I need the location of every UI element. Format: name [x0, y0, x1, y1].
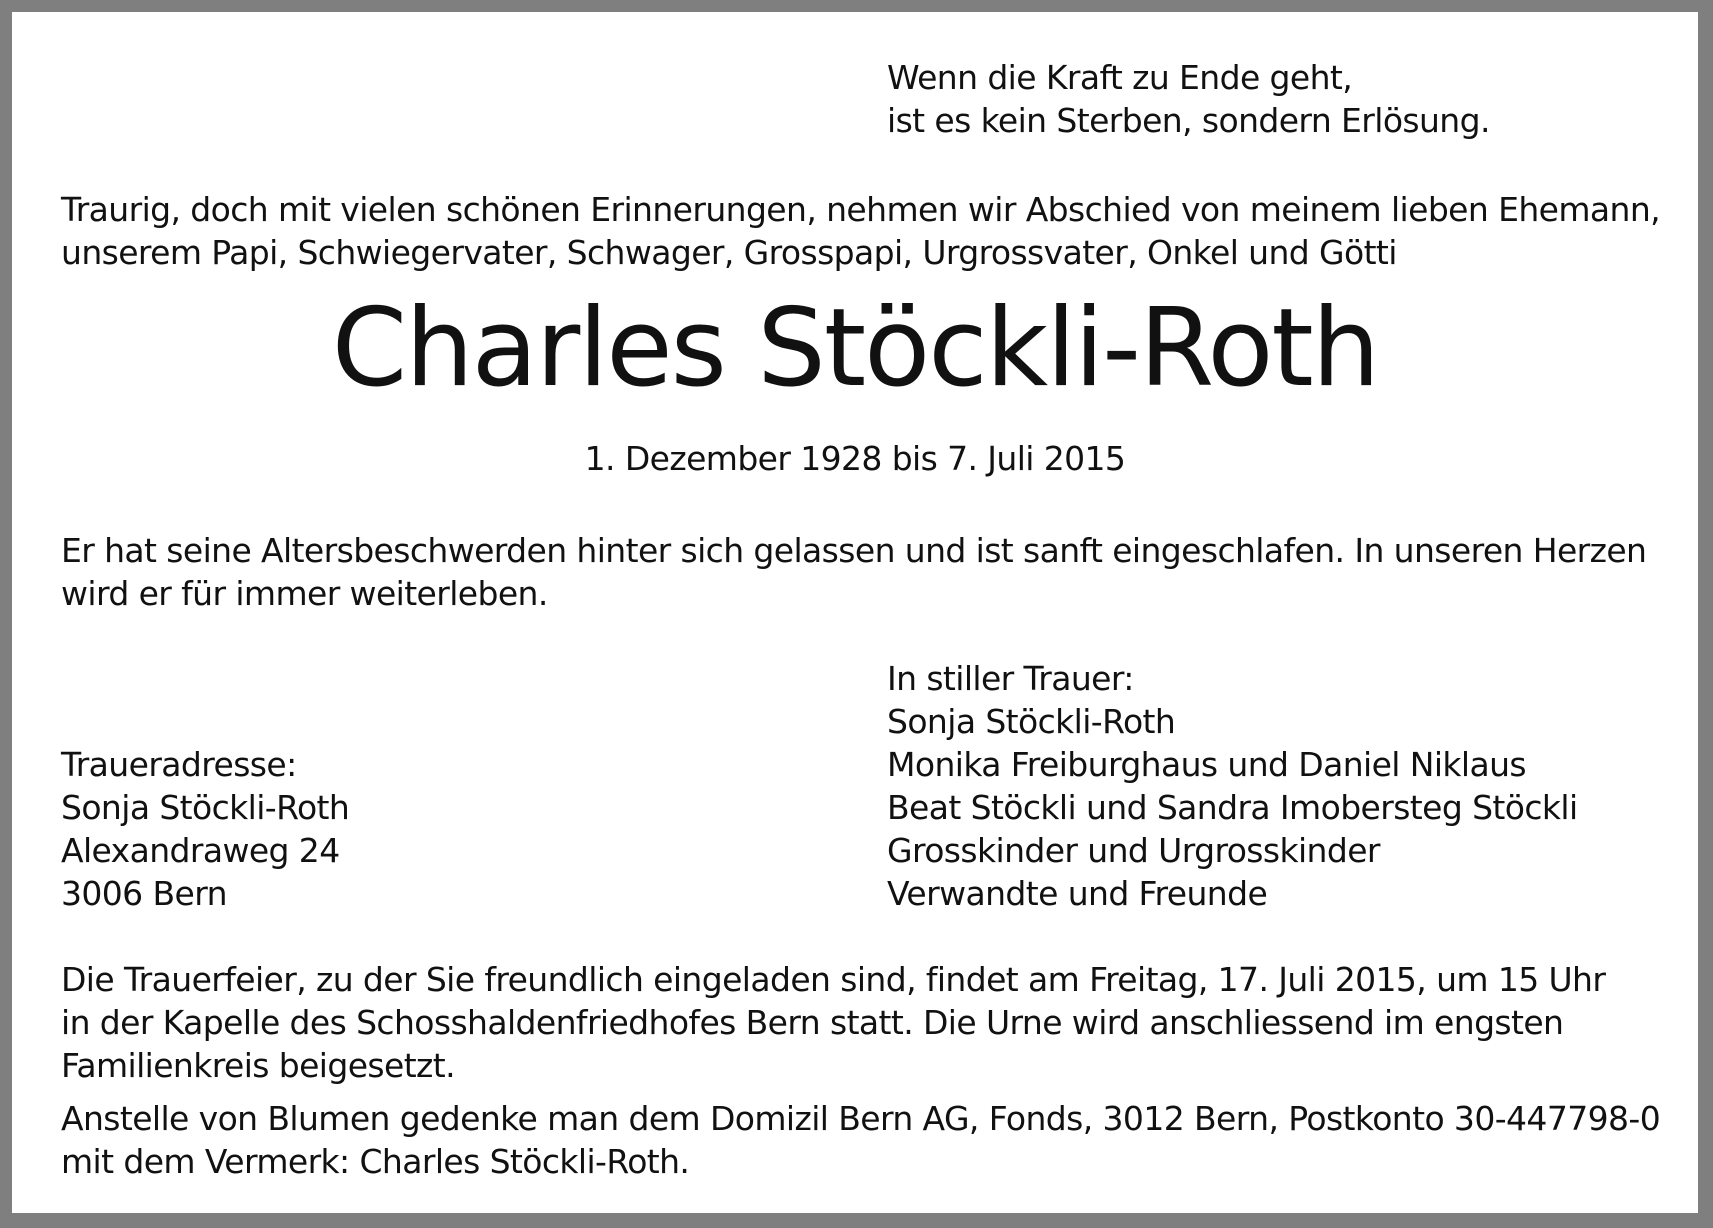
remembrance-line-1: Er hat seine Altersbeschwerden hinter sich gelassen und ist sanft eingeschlafen. In unseren Herzen — [61, 531, 1647, 570]
address-street: Alexandraweg 24 — [61, 831, 340, 870]
mourner-name: Beat Stöckli und Sandra Imobersteg Stöckli — [887, 788, 1578, 827]
ceremony-line-2: in der Kapelle des Schosshaldenfriedhofes Bern statt. Die Urne wird anschliessend im engsten — [61, 1003, 1564, 1042]
mourner-name: Grosskinder und Urgrosskinder — [887, 831, 1380, 870]
donation-line-2: mit dem Vermerk: Charles Stöckli-Roth. — [61, 1142, 690, 1181]
intro-line-1: Traurig, doch mit vielen schönen Erinnerungen, nehmen wir Abschied von meinem lieben Ehemann, — [61, 190, 1661, 229]
deceased-name: Charles Stöckli-Roth — [331, 286, 1379, 411]
intro-line-2: unserem Papi, Schwiegervater, Schwager, Grosspapi, Urgrossvater, Onkel und Götti — [61, 233, 1397, 272]
address-heading: Traueradresse: — [61, 745, 297, 784]
remembrance-paragraph — [61, 529, 1646, 615]
ceremony-paragraph — [61, 958, 1649, 1087]
mourners-heading: In stiller Trauer: — [887, 659, 1134, 698]
donation-paragraph — [61, 1097, 1660, 1183]
address-city: 3006 Bern — [61, 874, 227, 913]
obituary-card — [12, 12, 1698, 1213]
remembrance-line-2: wird er für immer weiterleben. — [61, 574, 548, 613]
mourning-address — [61, 743, 349, 915]
mourner-name: Verwandte und Freunde — [887, 874, 1268, 913]
ceremony-line-3: Familienkreis beigesetzt. — [61, 1046, 456, 1085]
address-name: Sonja Stöckli-Roth — [61, 788, 350, 827]
motto-line-1: Wenn die Kraft zu Ende geht, — [887, 58, 1353, 97]
mourner-name: Sonja Stöckli-Roth — [887, 702, 1176, 741]
motto-line-2: ist es kein Sterben, sondern Erlösung. — [887, 101, 1490, 140]
motto-quote — [887, 56, 1490, 142]
life-dates: 1. Dezember 1928 bis 7. Juli 2015 — [584, 439, 1126, 478]
intro-paragraph — [61, 188, 1660, 274]
mourners-list — [887, 657, 1578, 915]
donation-line-1: Anstelle von Blumen gedenke man dem Domizil Bern AG, Fonds, 3012 Bern, Postkonto 30-447798-0 — [61, 1099, 1661, 1138]
ceremony-line-1: Die Trauerfeier, zu der Sie freundlich eingeladen sind, findet am Freitag, 17. Juli 2015, um 15 Uhr — [61, 960, 1606, 999]
mourner-name: Monika Freiburghaus und Daniel Niklaus — [887, 745, 1527, 784]
